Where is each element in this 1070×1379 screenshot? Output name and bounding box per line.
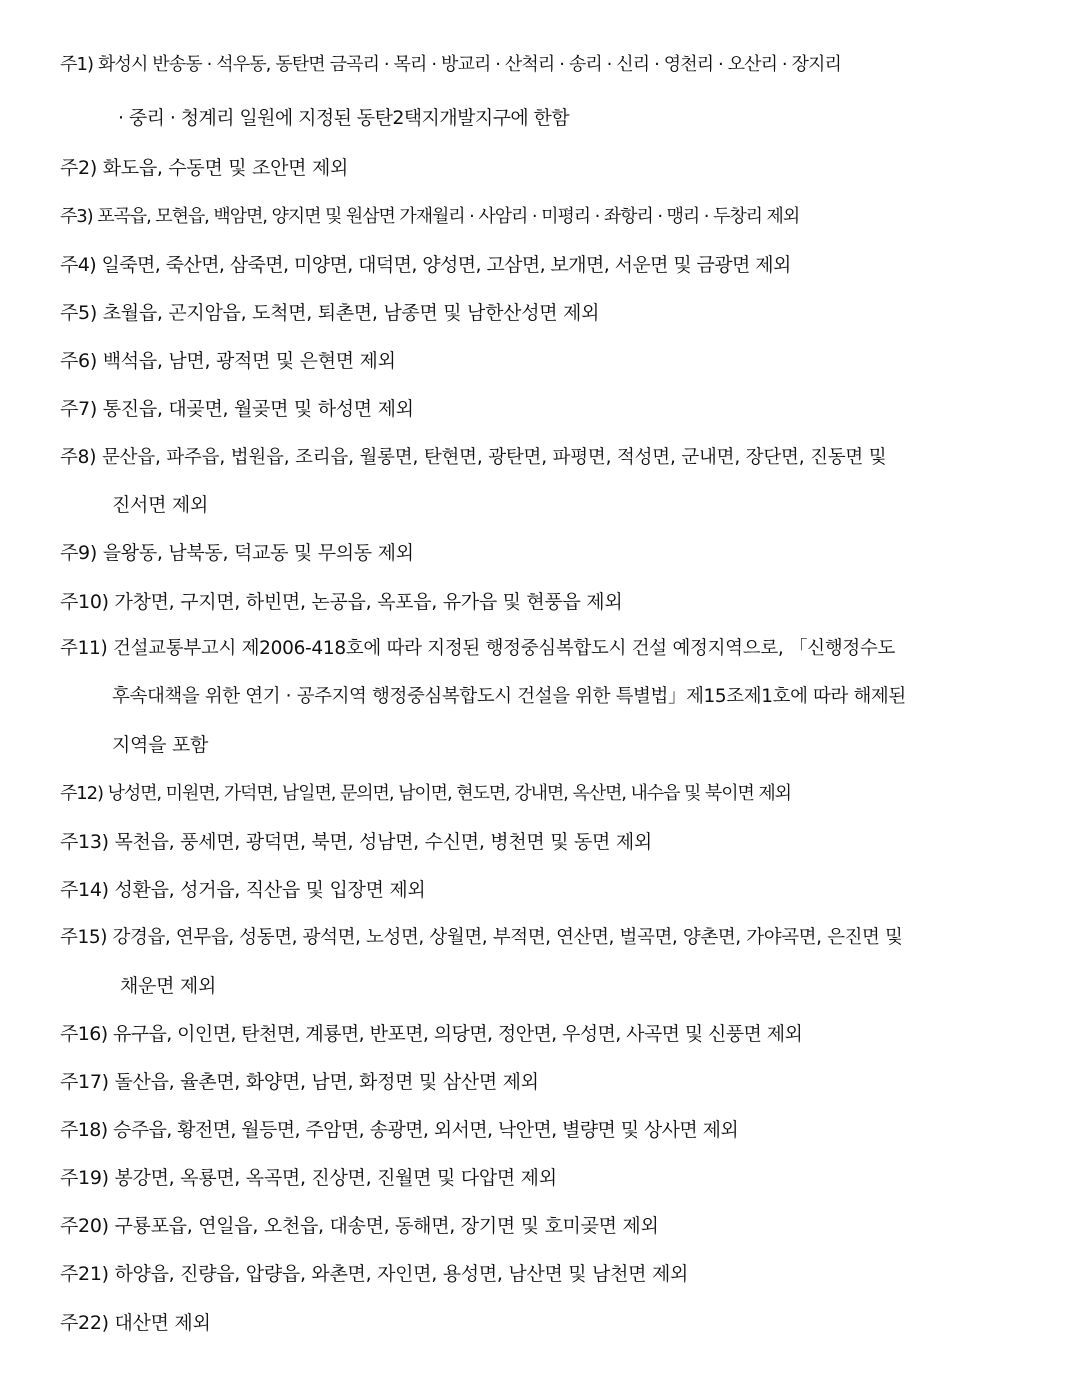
footnote-6-text: 백석읍, 남면, 광적면 및 은현면 제외 bbox=[102, 350, 396, 372]
footnote-15-label: 주15) bbox=[60, 927, 108, 948]
footnote-21 bbox=[60, 1261, 688, 1287]
footnote-22 bbox=[60, 1310, 211, 1336]
footnote-9 bbox=[60, 540, 414, 566]
footnote-11-line-1 bbox=[60, 636, 895, 662]
footnote-16 bbox=[60, 1021, 802, 1047]
footnote-11-line-3: 지역을 포함 bbox=[112, 734, 209, 756]
footnote-13 bbox=[60, 829, 652, 855]
footnote-9-label: 주9) bbox=[60, 542, 97, 564]
footnote-14 bbox=[60, 877, 426, 903]
footnote-7-label: 주7) bbox=[60, 398, 97, 420]
footnote-21-text: 하양읍, 진량읍, 압량읍, 와촌면, 자인면, 용성면, 남산면 및 남천면 제외 bbox=[114, 1263, 689, 1285]
footnote-8-text: 문산읍, 파주읍, 법원읍, 조리읍, 월롱면, 탄현면, 광탄면, 파평면, 적성면, 군내면, 장단면, 진동면 및 bbox=[101, 447, 887, 468]
footnote-15-line-1 bbox=[60, 925, 902, 951]
footnote-17-text: 돌산읍, 율촌면, 화양면, 남면, 화정면 및 삼산면 제외 bbox=[114, 1071, 539, 1093]
footnote-12-text: 낭성면, 미원면, 가덕면, 남일면, 문의면, 남이면, 현도면, 강내면, 옥산면, 내수읍 및 북이면 제외 bbox=[107, 783, 791, 804]
footnote-13-text: 목천읍, 풍세면, 광덕면, 북면, 성남면, 수신면, 병천면 및 동면 제외 bbox=[114, 831, 652, 853]
footnote-11-line-2: 후속대책을 위한 연기 · 공주지역 행정중심복합도시 건설을 위한 특별법」제15조제1호에 따라 해제된 bbox=[112, 686, 906, 707]
footnote-20-text: 구룡포읍, 연일읍, 오천읍, 대송면, 동해면, 장기면 및 호미곶면 제외 bbox=[114, 1215, 659, 1237]
footnote-4 bbox=[60, 252, 791, 278]
footnote-16-label: 주16) bbox=[60, 1023, 108, 1045]
footnote-19-text: 봉강면, 옥룡면, 옥곡면, 진상면, 진월면 및 다압면 제외 bbox=[114, 1167, 557, 1189]
footnote-15-text: 강경읍, 연무읍, 성동면, 광석면, 노성면, 상월면, 부적면, 연산면, 벌곡면, 양촌면, 가야곡면, 은진면 및 bbox=[112, 927, 903, 948]
footnote-2 bbox=[60, 155, 348, 181]
footnote-7-text: 통진읍, 대곶면, 월곶면 및 하성면 제외 bbox=[102, 398, 414, 420]
footnote-19 bbox=[60, 1165, 557, 1191]
footnote-12-label: 주12) bbox=[60, 783, 103, 804]
footnote-5 bbox=[60, 300, 599, 326]
footnote-1-line-2: · 중리 · 청계리 일원에 지정된 동탄2택지개발지구에 한함 bbox=[118, 107, 570, 129]
footnote-10-text: 가창면, 구지면, 하빈면, 논공읍, 옥포읍, 유가읍 및 현풍읍 제외 bbox=[114, 591, 623, 613]
footnote-15-line-2: 채운면 제외 bbox=[120, 975, 217, 997]
footnote-3-text: 포곡읍, 모현읍, 백암면, 양지면 및 원삼면 가재월리 · 사암리 · 미평리 · 좌항리 · 맹리 · 두창리 제외 bbox=[97, 206, 800, 227]
footnote-3 bbox=[60, 204, 799, 230]
footnote-11-text: 건설교통부고시 제2006-418호에 따라 지정된 행정중심복합도시 건설 예정지역으로, 「신행정수도 bbox=[113, 638, 896, 659]
footnote-22-text: 대산면 제외 bbox=[114, 1312, 211, 1334]
footnote-10-label: 주10) bbox=[60, 591, 109, 613]
footnote-21-label: 주21) bbox=[60, 1263, 109, 1285]
footnote-4-label: 주4) bbox=[60, 254, 97, 276]
footnote-13-label: 주13) bbox=[60, 831, 109, 853]
footnote-19-label: 주19) bbox=[60, 1167, 109, 1189]
footnote-12 bbox=[60, 781, 791, 807]
footnote-18-label: 주18) bbox=[60, 1119, 108, 1141]
footnote-17-label: 주17) bbox=[60, 1071, 109, 1093]
footnote-10 bbox=[60, 589, 622, 615]
footnote-18 bbox=[60, 1117, 738, 1143]
footnote-8-label: 주8) bbox=[60, 447, 97, 468]
footnote-2-text: 화도읍, 수동면 및 조안면 제외 bbox=[102, 157, 349, 179]
footnote-20-label: 주20) bbox=[60, 1215, 109, 1237]
footnote-1-text: 화성시 반송동 · 석우동, 동탄면 금곡리 · 목리 · 방교리 · 산척리 · 송리 · 신리 · 영천리 · 오산리 · 장지리 bbox=[98, 54, 842, 75]
footnote-6 bbox=[60, 348, 396, 374]
footnote-3-label: 주3) bbox=[60, 206, 93, 227]
footnote-8-line-1 bbox=[60, 445, 886, 471]
footnote-11-label: 주11) bbox=[60, 638, 108, 659]
footnote-7 bbox=[60, 396, 414, 422]
footnote-4-text: 일죽면, 죽산면, 삼죽면, 미양면, 대덕면, 양성면, 고삼면, 보개면, 서운면 및 금광면 제외 bbox=[101, 254, 791, 276]
footnote-8-line-2: 진서면 제외 bbox=[112, 494, 209, 516]
footnote-1-line-1 bbox=[60, 52, 841, 78]
footnote-6-label: 주6) bbox=[60, 350, 97, 372]
footnote-18-text: 승주읍, 황전면, 월등면, 주암면, 송광면, 외서면, 낙안면, 별량면 및 상사면 제외 bbox=[113, 1119, 739, 1141]
footnote-2-label: 주2) bbox=[60, 157, 97, 179]
footnote-17 bbox=[60, 1069, 539, 1095]
footnote-5-text: 초월읍, 곤지암읍, 도척면, 퇴촌면, 남종면 및 남한산성면 제외 bbox=[102, 302, 600, 324]
footnote-14-label: 주14) bbox=[60, 879, 109, 901]
footnote-14-text: 성환읍, 성거읍, 직산읍 및 입장면 제외 bbox=[114, 879, 426, 901]
footnote-1-label: 주1) bbox=[60, 54, 94, 75]
footnote-9-text: 을왕동, 남북동, 덕교동 및 무의동 제외 bbox=[102, 542, 414, 564]
footnote-16-text: 유구읍, 이인면, 탄천면, 계룡면, 반포면, 의당면, 정안면, 우성면, 사곡면 및 신풍면 제외 bbox=[113, 1023, 803, 1045]
footnote-5-label: 주5) bbox=[60, 302, 97, 324]
footnote-22-label: 주22) bbox=[60, 1312, 109, 1334]
footnote-20 bbox=[60, 1213, 659, 1239]
